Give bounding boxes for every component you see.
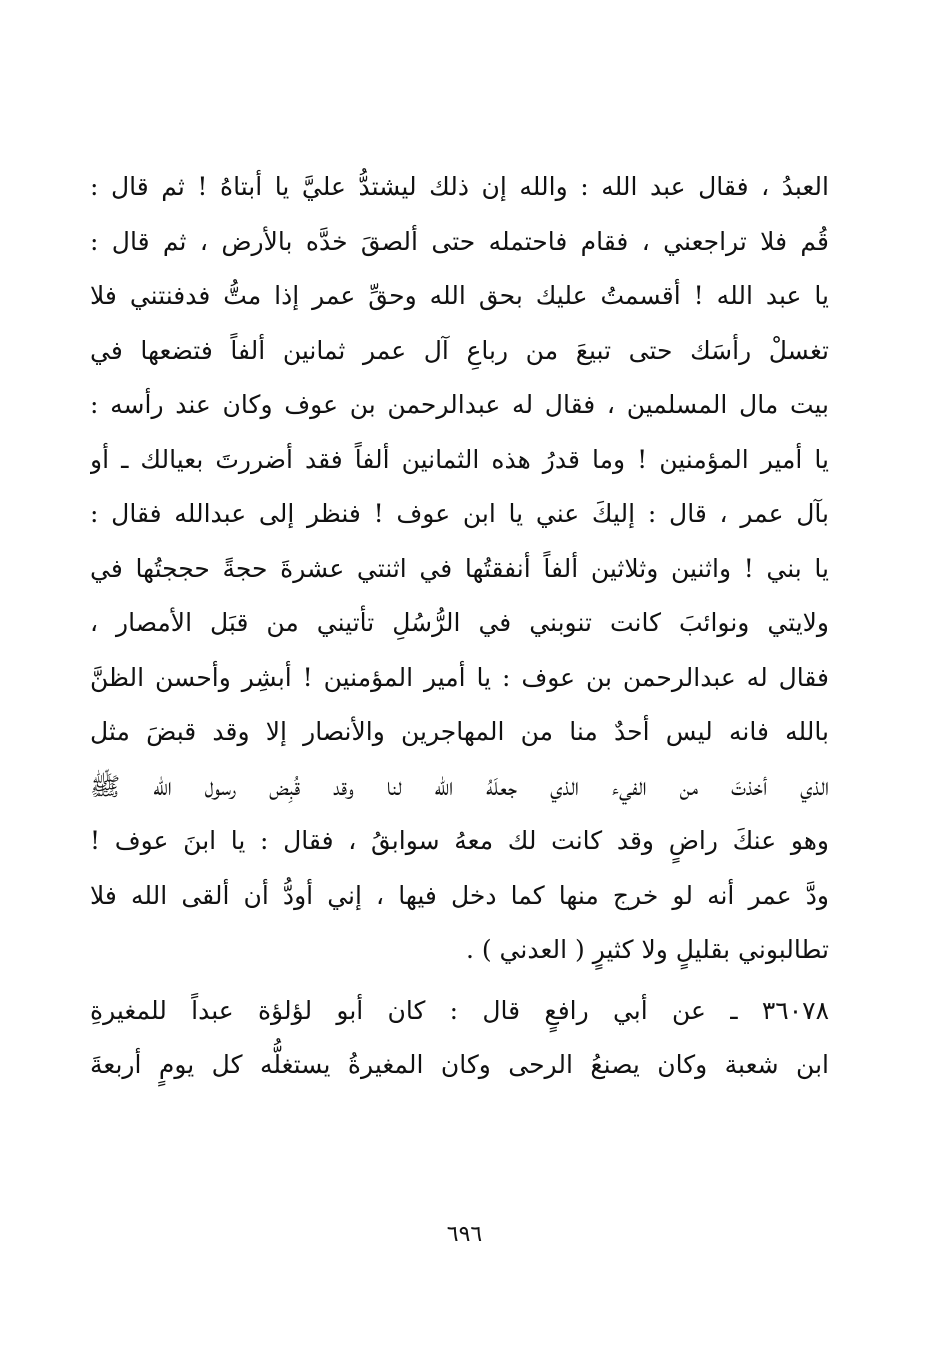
text-line: يا أمير المؤمنين ! وما قدرُ هذه الثمانين ألفاً فقد أضررتَ بعيالك ـ أو bbox=[90, 444, 829, 474]
text-line: فقال له عبدالرحمن بن عوف : يا أمير المؤمنين ! أبشِر وأحسن الظنَّ bbox=[90, 662, 829, 692]
body-text bbox=[90, 160, 829, 1093]
paragraph-2 bbox=[90, 984, 829, 1093]
text-line: الذي أخذتَ من الفيء الذي جعلَهُ الله لنا وقد قُبِض رسول الله ﷺ bbox=[90, 771, 829, 801]
text-line: العبدُ ، فقال عبد الله : والله إن ذلك ليشتدُّ عليَّ يا أبتاهُ ! ثم قال : bbox=[90, 172, 829, 201]
text-line: وهو عنكَ راضٍ وقد كانت لك معهُ سوابقُ ، فقال : يا ابنَ عوف ! bbox=[90, 826, 829, 855]
paragraph-1 bbox=[90, 160, 829, 978]
text-line: ولايتي ونوائبَ كانت تنوبني في الرُّسُلِ تأتيني من قبَل الأمصار ، bbox=[90, 608, 829, 637]
text-line: بالله فانه ليس أحدٌ منا من المهاجرين والأنصار إلا وقد قبضَ مثل bbox=[90, 717, 829, 746]
text-line: قُم فلا تراجعني ، فقام فاحتمله حتى ألصقَ خدَّه بالأرض ، ثم قال : bbox=[90, 226, 829, 256]
text-line: ابن شعبة وكان يصنعُ الرحى وكان المغيرةُ يستغلُّه كل يومٍ أربعةَ bbox=[90, 1050, 829, 1079]
page-number: ٦٩٦ bbox=[446, 1222, 483, 1247]
text-line: تغسلْ رأسَك حتى تبيعَ من رباعِ آل عمر ثمانين ألفاً فتضعها في bbox=[90, 335, 829, 365]
text-line: بآل عمر ، قال : إليكَ عني يا ابن عوف ! فنظر إلى عبدالله فقال : bbox=[90, 499, 829, 528]
text-line: تطالبوني بقليلٍ ولا كثيرٍ ( العدني ) . bbox=[465, 935, 829, 964]
text-line: بيت مال المسلمين ، فقال له عبدالرحمن بن عوف وكان عند رأسه : bbox=[90, 390, 829, 419]
text-line: ودَّ عمر أنه لو خرج منها كما دخل فيها ، إني أودُّ أن ألقى الله فلا bbox=[90, 880, 829, 910]
text-line: يا عبد الله ! أقسمتُ عليك بحق الله وحقِّ عمر إذا متُّ فدفنتني فلا bbox=[90, 281, 829, 310]
text-line: يا بني ! واثنين وثلاثين ألفاً أنفقتُها في اثنتي عشرةَ حجةً حججتُها في bbox=[90, 553, 829, 583]
text-line: ٣٦٠٧٨ ـ عن أبي رافعٍ قال : كان أبو لؤلؤة عبداً للمغيرةِ bbox=[90, 995, 829, 1025]
